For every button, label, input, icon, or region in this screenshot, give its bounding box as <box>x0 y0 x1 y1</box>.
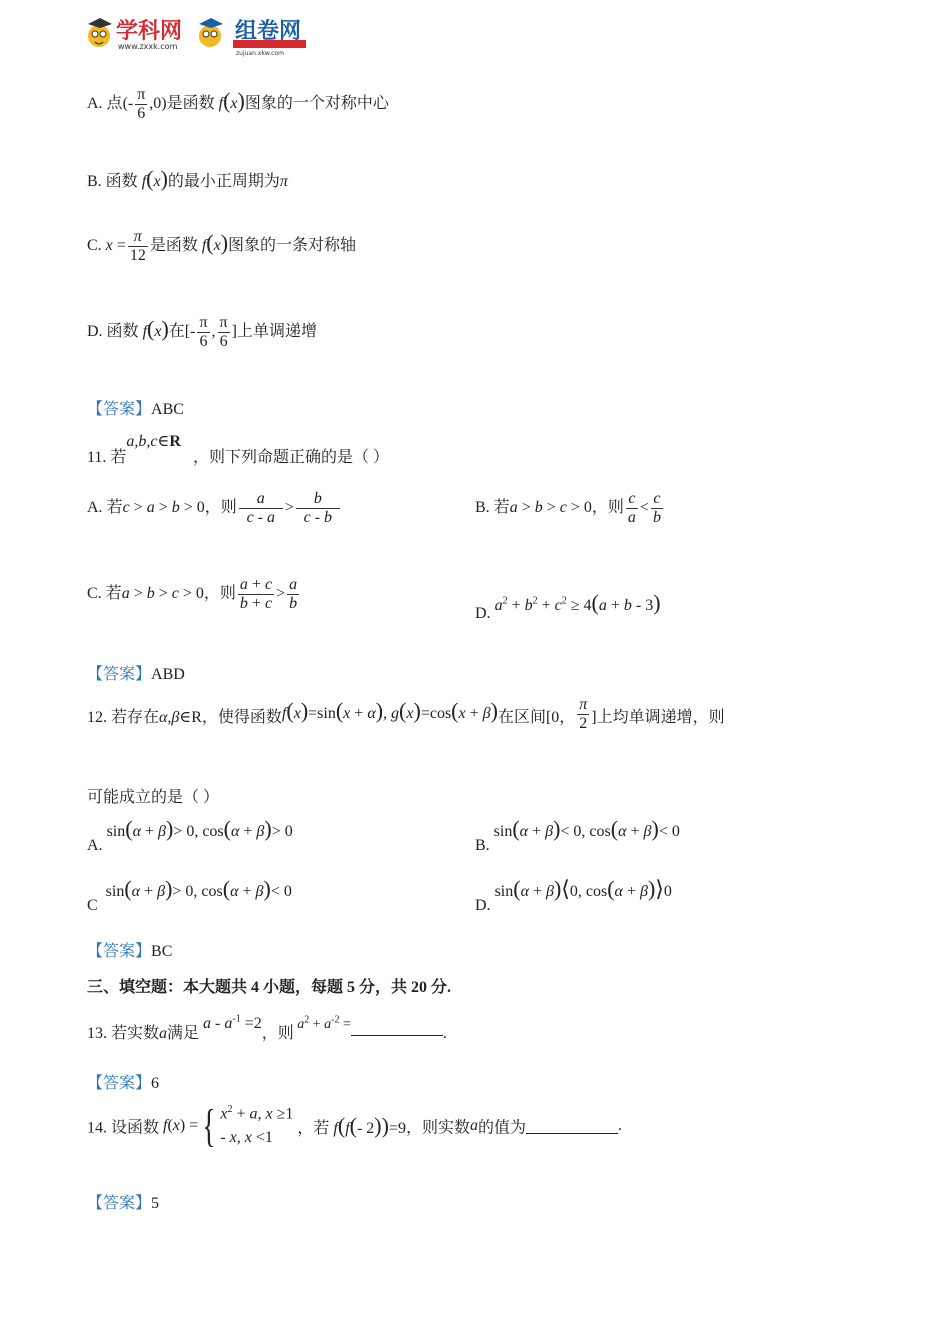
math-pi: π <box>279 173 288 190</box>
header-logos <box>86 12 316 57</box>
q11-option-a: A. 若c > a > b > 0，则 $\frac{a}{c - a}$ > $\frac{b}{c - b}$ <box>87 490 342 526</box>
math-functions: f(x)=sin(x + α), g(x)=cos(x + β) <box>281 697 498 723</box>
math-condition: a > b > c > 0 <box>509 498 592 516</box>
answer-value: 6 <box>151 1075 160 1092</box>
q11-option-b: B. 若a > b > c > 0，则 $\frac{c}{a}$ < $\frac{c}{b}$ <box>475 490 665 526</box>
math-alpha-beta: α,β∈R <box>159 708 202 726</box>
math-condition: f(f(- 2))=9 <box>329 1113 406 1139</box>
math-fx: f(x) <box>214 87 245 113</box>
answer-label: 【答案】 <box>87 1195 152 1212</box>
q14-stem: 14. 设函数 f(x) ={ $x^2 + a$, x ≥1 - x, x <1 ，若 f(f(- 2))=9，则实数a的值为 . <box>87 1100 623 1152</box>
q12-option-a: A.sin(α + β)> 0, cos(α + β)> 0 <box>87 816 293 854</box>
q12-option-b: B.sin(α + β)< 0, cos(α + β)< 0 <box>475 816 680 854</box>
math-inequality: $a^2 + b^2 + c^2 \ge 4(a + b - 3)$ <box>490 590 661 615</box>
answer-value: 5 <box>151 1195 160 1212</box>
zxxk-logo-url: www.zxxk.com <box>118 42 178 51</box>
zujuan-logo-url: zujuan.xkw.com <box>236 50 284 57</box>
math-interval: [- $\frac{\pi}{6}$ , $\frac{\pi}{6}$ ] <box>184 314 237 350</box>
zxxk-logo-text: 学科网 <box>116 19 183 44</box>
math-condition: $a - a^{-1} =2$ <box>203 1013 262 1032</box>
q11-option-d: D. $a^2 + b^2 + c^2 \ge 4(a + b - 3)$ <box>475 590 661 622</box>
q12-answer <box>87 938 172 961</box>
answer-label: 【答案】 <box>87 666 152 683</box>
q12-stem-line2: 可能成立的是（ ） <box>87 789 220 806</box>
math-condition: c > a > b > 0 <box>122 498 205 516</box>
q10-answer <box>87 396 184 419</box>
math-expression: sin(α + β)< 0, cos(α + β)< 0 <box>493 816 680 841</box>
math-expression: sin(α + β)> 0, cos(α + β)< 0 <box>105 876 292 901</box>
q11-stem: 11. 若a,b,c∈R，则下列命题正确的是（ ） <box>87 433 389 466</box>
math-point: (- $\frac{\pi}{6}$ ,0) <box>122 86 167 122</box>
zujuan-logo-text: 组卷网 <box>235 19 302 44</box>
answer-value: ABD <box>151 666 185 683</box>
answer-value: ABC <box>151 401 184 418</box>
math-fx: f(x) <box>137 166 168 191</box>
answer-value: BC <box>151 943 173 960</box>
q10-option-b: B. 函数 f(x)的最小正周期为π <box>87 166 288 191</box>
math-piecewise: f(x) ={ $x^2 + a$, x ≥1 - x, x <1 <box>163 1100 294 1152</box>
q10-option-a: A. 点(- $\frac{\pi}{6}$ ,0)是函数 f(x)图象的一个对称中心 <box>87 86 389 122</box>
q12-stem-line1: 12. 若存在α,β∈R，使得函数f(x)=sin(x + α), g(x)=cos(x + β)在区间[0， $\frac{\pi}{2}$ ]上均单调递增，则 <box>87 696 725 732</box>
math-expression: $a^2 + a^{-2}$ = <box>293 1014 351 1032</box>
section-title: 三、填空题：本大题共 4 小题，每题 5 分，共 20 分. <box>87 979 452 996</box>
answer-blank <box>351 1021 443 1036</box>
answer-label: 【答案】 <box>87 1075 152 1092</box>
q11-answer <box>87 661 185 684</box>
answer-label: 【答案】 <box>87 943 152 960</box>
q13-answer <box>87 1070 159 1093</box>
q10-option-c: C. x = $\frac{\pi}{12}$ 是函数 f(x)图象的一条对称轴 <box>87 228 357 264</box>
math-fx: f(x) <box>197 229 229 255</box>
answer-blank <box>526 1119 618 1134</box>
q12-option-c: Csin(α + β)> 0, cos(α + β)< 0 <box>87 876 292 914</box>
q10-option-d: D. 函数 f(x)在[- $\frac{\pi}{6}$ , $\frac{\pi}{6}$ ]上单调递增 <box>87 314 317 350</box>
q12-option-d: D.sin(α + β)⟨0, cos(α + β)⟩0 <box>475 876 672 914</box>
math-pi-half: $\frac{\pi}{2}$ <box>579 696 588 732</box>
q11-option-c: C. 若a > b > c > 0，则 $\frac{a + c}{b + c}$ > $\frac{a}{b}$ <box>87 576 301 612</box>
math-inequality: $\frac{a}{c - a}$ > $\frac{b}{c - b}$ <box>237 499 342 516</box>
math-abc-in-r: a,b,c∈R <box>126 433 181 450</box>
math-x-eq: x = $\frac{\pi}{12}$ <box>105 228 146 264</box>
math-inequality: $\frac{a + c}{b + c}$ > $\frac{a}{b}$ <box>239 576 298 612</box>
answer-label: 【答案】 <box>87 401 152 418</box>
math-fx: f(x) <box>138 315 169 341</box>
math-expression: sin(α + β)⟨0, cos(α + β)⟩0 <box>494 876 672 901</box>
math-expression: sin(α + β)> 0, cos(α + β)> 0 <box>106 816 293 841</box>
math-condition: a > b > c > 0 <box>121 584 204 602</box>
q14-answer <box>87 1190 159 1213</box>
q13-stem: 13. 若实数a满足$a - a^{-1} =2$，则 $a^2 + a^{-2}$ =. <box>87 1013 447 1042</box>
math-inequality: $\frac{c}{a}$ < $\frac{c}{b}$ <box>627 490 661 526</box>
